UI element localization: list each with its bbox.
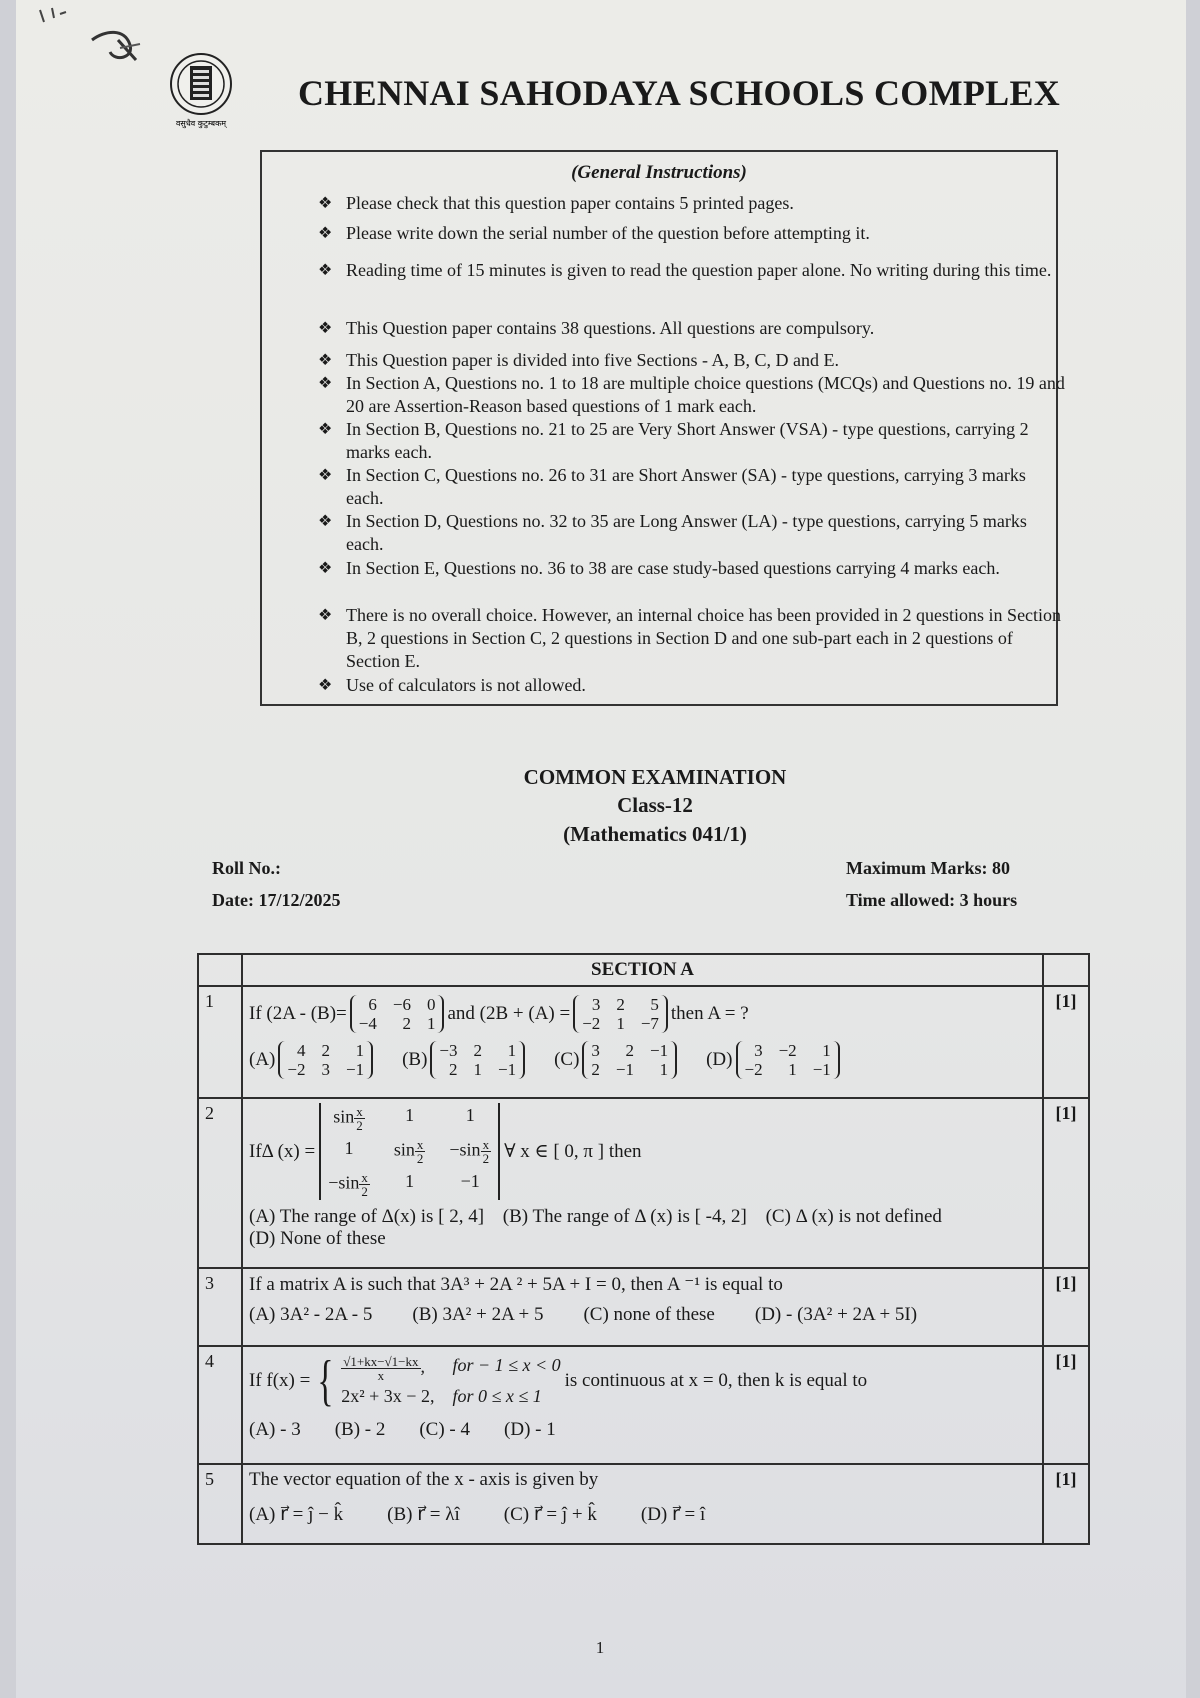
option-d: (D) 3 −2 1 −2 1 −1 [706, 1041, 843, 1079]
instruction-item: ❖ In Section C, Questions no. 26 to 31 are Short Answer (SA) - type questions, carrying 3 marks each. [318, 465, 1026, 508]
option-a: (A) - 3 [249, 1419, 301, 1440]
school-name: CHENNAI SAHODAYA SCHOOLS COMPLEX [298, 73, 1061, 113]
question-marks: [1] [1043, 1098, 1089, 1268]
bullet-icon: ❖ [318, 352, 333, 369]
instruction-item: ❖ In Section B, Questions no. 21 to 25 are Very Short Answer (VSA) - type questions, carrying 2 marks each. [318, 419, 1029, 462]
option-c: (C) 3 2 −1 2 −1 1 [554, 1041, 680, 1079]
option-a: (A) r⃗ = ĵ − k̂ [249, 1504, 344, 1525]
maximum-marks: Maximum Marks: 80 [846, 858, 1010, 878]
option-a: (A) 3A² - 2A - 5 [249, 1304, 373, 1325]
section-header-row [198, 954, 1089, 986]
option-a: (A) 4 2 1 −2 3 −1 [249, 1041, 376, 1079]
option-d: (D) - (3A² + 2A + 5I) [754, 1304, 918, 1325]
roll-number-label: Roll No.: [212, 858, 281, 878]
question-body [242, 1464, 1043, 1544]
option-d: (D) - 1 [504, 1419, 556, 1440]
section-title: SECTION A [242, 954, 1043, 986]
matrix: 3 2 5 −2 1 −7 [573, 995, 668, 1033]
instruction-item: ❖ Please check that this question paper contains 5 printed pages. [318, 193, 794, 213]
bullet-icon: ❖ [318, 467, 333, 484]
option-b: (B) - 2 [334, 1419, 386, 1440]
instruction-item: ❖ This Question paper contains 38 questions. All questions are compulsory. [318, 318, 875, 338]
instruction-item: ❖ In Section A, Questions no. 1 to 18 are multiple choice questions (MCQs) and Questions no. 19 and 20 are Assertion-Reason based questions of 1 mark each. [318, 373, 1065, 416]
option-b: (B) −3 2 1 2 1 −1 [402, 1041, 528, 1079]
bullet-icon: ❖ [318, 375, 333, 392]
school-logo [162, 50, 240, 130]
option-c: (C) none of these [583, 1304, 715, 1325]
question-text: The vector equation of the x - axis is given by [249, 1469, 599, 1490]
option-b: (B) r⃗ = λî [387, 1504, 460, 1525]
bullet-icon: ❖ [318, 560, 333, 577]
option-c: (C) r⃗ = ĵ + k̂ [503, 1504, 597, 1525]
instruction-item: ❖ Please write down the serial number of the question before attempting it. [318, 223, 870, 243]
option-b: (B) 3A² + 2A + 5 [412, 1304, 544, 1325]
question-number: 5 [198, 1464, 242, 1544]
bullet-icon: ❖ [318, 607, 333, 624]
instruction-item: ❖ This Question paper is divided into five Sections - A, B, C, D and E. [318, 350, 839, 370]
option-c: (C) Δ (x) is not defined [765, 1206, 942, 1227]
question-marks: [1] [1043, 1464, 1089, 1544]
question-body: If f(x) = { $\frac{√1+kx-√1-kx}{x}$ , for − 1 ≤ x < 0 2x² + 3x − 2, for 0 ≤ x ≤ 1 is continuous at x = 0, then k is equal to (A) - 3 (B) - 2 (C) - 4 (D) - 1 [242, 1346, 1043, 1464]
option-d: (D) r⃗ = î [640, 1504, 706, 1525]
matrix: 6 −6 0 −4 2 1 [350, 995, 445, 1033]
exam-date: Date: 17/12/2025 [212, 890, 341, 910]
exam-subject: (Mathematics 041/1) [563, 822, 747, 846]
question-body [242, 1268, 1043, 1346]
instruction-item: ❖ Use of calculators is not allowed. [318, 675, 586, 695]
question-marks: [1] [1043, 1346, 1089, 1464]
option-a: (A) The range of Δ(x) is [ 2, 4] [249, 1206, 485, 1227]
instruction-item: ❖ Reading time of 15 minutes is given to read the question paper alone. No writing during this time. [318, 260, 1052, 280]
left-brace: { [317, 1350, 334, 1412]
instruction-item: ❖ There is no overall choice. However, an internal choice has been provided in 2 questions in Section B, 2 questions in Section C, 2 questions in Section D and one sub-part each in 2 questions of Section E. [318, 605, 1062, 671]
exam-class: Class-12 [617, 793, 693, 817]
general-instructions-box [260, 150, 1065, 706]
pen-scribble-mark [30, 0, 160, 80]
bullet-icon: ❖ [318, 262, 333, 279]
option-b: (B) The range of Δ (x) is [ -4, 2] [502, 1206, 747, 1227]
question-row [198, 1268, 1089, 1346]
question-number: 1 [198, 986, 242, 1098]
determinant: sin $\frac{x}{2}$ 1 1 1 sin $\frac{x}{2}$ −sin $\frac{x}{2}$ −sin $\frac{x}{2}$ 1 −1 [319, 1103, 500, 1200]
time-allowed: Time allowed: 3 hours [846, 890, 1018, 910]
question-row [198, 1098, 1089, 1268]
bullet-icon: ❖ [318, 320, 333, 337]
question-text: If a matrix A is such that 3A³ + 2A ² + 5A + I = 0, then A ⁻¹ is equal to [249, 1274, 783, 1295]
question-row [198, 1346, 1089, 1464]
question-marks: [1] [1043, 1268, 1089, 1346]
question-marks: [1] [1043, 986, 1089, 1098]
instruction-item: ❖ In Section D, Questions no. 32 to 35 are Long Answer (LA) - type questions, carrying 5 marks each. [318, 511, 1027, 554]
question-body: IfΔ (x) = sin $\frac{x}{2}$ 1 1 1 sin $\frac{x}{2}$ −sin $\frac{x}{2}$ −sin $\frac{x}{2}$ 1 −1 ∀ x ∈ [ 0, π ] then (A) The range of Δ(x) is [ 2, 4] (B) The range of Δ (x) is [ -4, 2] (C) Δ (x) is not defined (D) None of these [242, 1098, 1043, 1268]
options [249, 1206, 1036, 1250]
bullet-icon: ❖ [318, 513, 333, 530]
instructions-heading: (General Instructions) [571, 162, 747, 183]
question-row [198, 1464, 1089, 1544]
bullet-icon: ❖ [318, 677, 333, 694]
piecewise-definition: $\frac{√1+kx-√1-kx}{x}$ , for − 1 ≤ x < 0 2x² + 3x − 2, for 0 ≤ x ≤ 1 [341, 1354, 561, 1406]
question-number: 2 [198, 1098, 242, 1268]
exam-title: COMMON EXAMINATION [523, 765, 787, 789]
question-number: 4 [198, 1346, 242, 1464]
option-c: (C) - 4 [419, 1419, 471, 1440]
questions-table [197, 953, 1090, 1545]
logo-motto: वसुधैव कुटुम्बकम् [175, 119, 227, 128]
question-number: 3 [198, 1268, 242, 1346]
bullet-icon: ❖ [318, 225, 333, 242]
question-body: If (2A - (B)= 6 −6 0 −4 2 1 and (2B + (A) = 3 2 5 −2 1 −7 then A = ? (A) 4 2 1 −2 3 −1 (B) −3 2 1 2 1 −1 (C) 3 2 −1 2 −1 1 (D) 3 −2 1 −2 1 −1 [242, 986, 1043, 1098]
page-number: 1 [595, 1638, 605, 1657]
instruction-item: ❖ In Section E, Questions no. 36 to 38 are case study-based questions carrying 4 marks each. [318, 558, 1000, 578]
question-row [198, 986, 1089, 1098]
option-d: (D) None of these [249, 1228, 386, 1249]
bullet-icon: ❖ [318, 195, 333, 212]
bullet-icon: ❖ [318, 421, 333, 438]
